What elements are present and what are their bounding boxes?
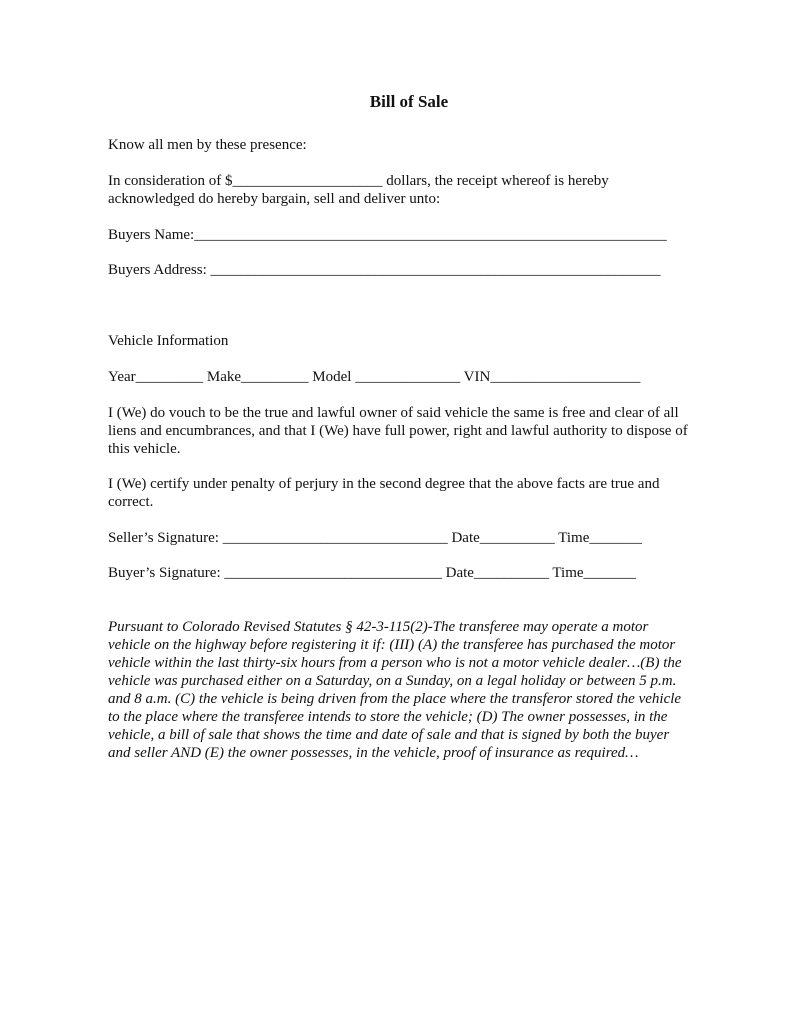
buyer-address-field: Buyers Address: ____________________________________________________________: [108, 262, 661, 278]
buyer-signature-field: Buyer’s Signature: _____________________________ Date__________ Time_______: [108, 565, 637, 581]
consideration-line-2: acknowledged do hereby bargain, sell and deliver unto:: [108, 191, 441, 207]
statute-line-3: vehicle within the last thirty-six hours from a person who is not a motor vehicle dealer…(B) the: [108, 655, 682, 671]
consideration-line-1: In consideration of $____________________ dollars, the receipt whereof is hereby: [108, 173, 609, 189]
intro-text: Know all men by these presence:: [108, 137, 307, 153]
statute-line-4: vehicle was purchased either on a Saturday, on a Sunday, on a legal holiday or between 5 p.m.: [108, 673, 677, 689]
buyer-name-field: Buyers Name:_______________________________________________________________: [108, 227, 667, 243]
ownership-line-2: liens and encumbrances, and that I (We) have full power, right and lawful authority to dispose of: [108, 423, 688, 439]
certify-line-1: I (We) certify under penalty of perjury in the second degree that the above facts are true and: [108, 476, 660, 492]
document-title: Bill of Sale: [369, 92, 449, 111]
certify-line-2: correct.: [108, 494, 154, 510]
statute-line-1: Pursuant to Colorado Revised Statutes § 42-3-115(2)-The transferee may operate a motor: [108, 619, 649, 635]
seller-signature-field: Seller’s Signature: ______________________________ Date__________ Time_______: [108, 530, 642, 546]
statute-line-2: vehicle on the highway before registering it if: (III) (A) the transferee has purchased the motor: [108, 637, 676, 653]
statute-line-7: vehicle, a bill of sale that shows the time and date of sale and that is signed by both the buyer: [108, 727, 670, 743]
ownership-line-1: I (We) do vouch to be the true and lawful owner of said vehicle the same is free and clear of all: [108, 405, 679, 421]
ownership-line-3: this vehicle.: [108, 441, 181, 457]
statute-line-5: and 8 a.m. (C) the vehicle is being driven from the place where the transferor stored the vehicle: [108, 691, 682, 707]
statute-line-6: to the place where the transferee intends to store the vehicle; (D) The owner possesses, in the: [108, 709, 668, 725]
vehicle-info-heading: Vehicle Information: [108, 333, 229, 349]
statute-line-8: and seller AND (E) the owner possesses, in the vehicle, proof of insurance as required…: [108, 745, 639, 761]
vehicle-fields: Year_________ Make_________ Model ______________ VIN____________________: [108, 369, 641, 385]
